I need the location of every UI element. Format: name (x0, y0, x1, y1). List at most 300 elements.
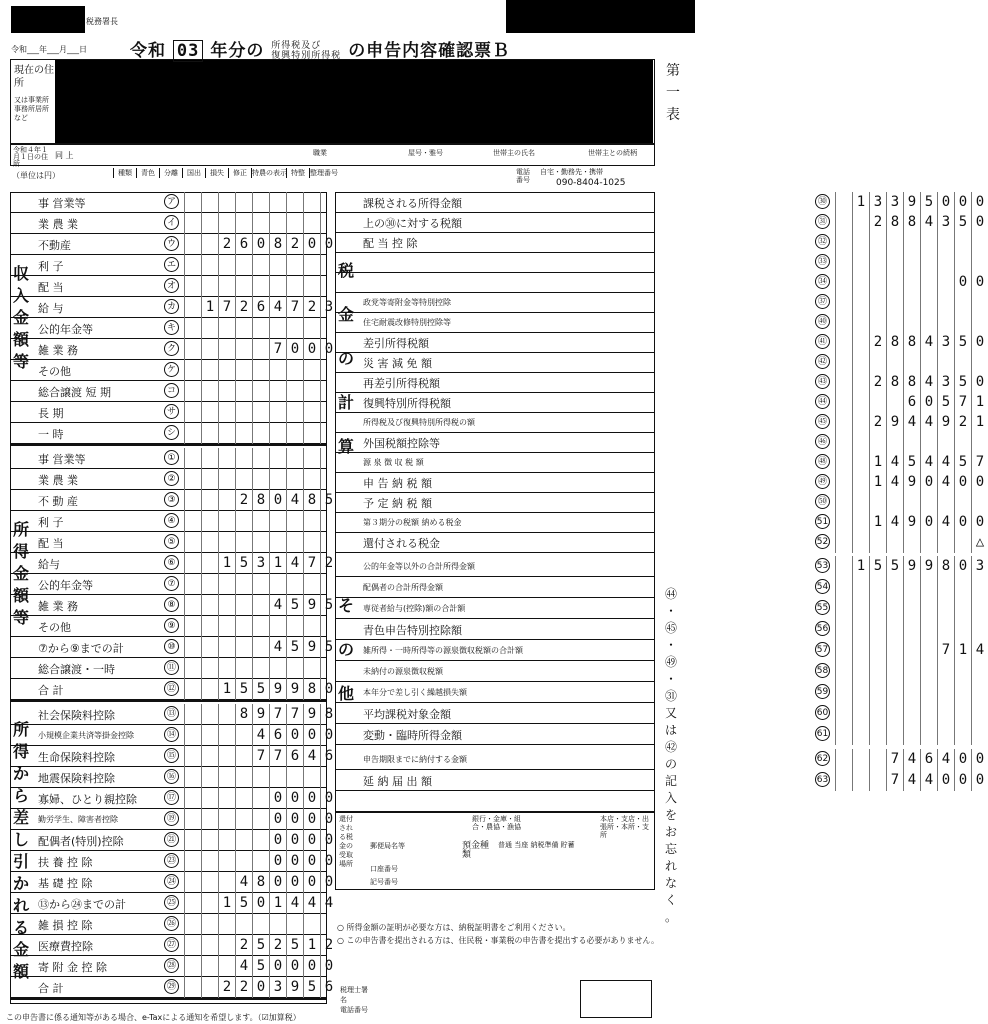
row-number: ④ (164, 513, 179, 528)
amount-field[interactable]: 2 8 8 4 3 5 0 (835, 372, 988, 393)
amount-field[interactable]: 7 7 6 4 6 (184, 746, 337, 767)
amount-field[interactable]: 7 4 4 0 0 0 (835, 770, 988, 791)
row-number: オ (164, 278, 179, 293)
amount-field[interactable] (835, 661, 988, 682)
amount-field[interactable]: 0 0 (835, 272, 988, 293)
section-label: 収 入 金 額 等 (12, 264, 29, 371)
row-number: ㉕ (164, 895, 179, 910)
deposit-types: 普通 当座 納税準備 貯蓄 (498, 841, 575, 849)
kind-header: 特農の表示 (252, 169, 287, 177)
redacted-corner (506, 0, 695, 33)
row-number: ㊹ (815, 394, 830, 409)
amount-field[interactable]: 2 8 8 4 3 5 0 (835, 332, 988, 353)
note-1: ○ 所得金額の証明が必要な方は、納税証明書をご利用ください。 (337, 923, 571, 932)
row-number: 56 (815, 621, 830, 636)
section-label: 所 得 か ら 差 し 引 か れ る 金 額 (12, 720, 29, 981)
amount-field[interactable]: 6 0 5 7 1 (835, 392, 988, 413)
row-label: 課税される所得金額 (363, 197, 462, 210)
row-label: 所得税及び復興特別所得税の額 (363, 418, 475, 427)
title-year-box: 03 (173, 40, 203, 62)
form-row (10, 511, 327, 532)
row-number: ア (164, 194, 179, 209)
row-number: ㊾ (815, 474, 830, 489)
note-2: ○ この申告書を提出される方は、住民税・事業税の申告書を提出する必要がありません。 (337, 936, 659, 945)
row-label: 変動・臨時所得金額 (363, 729, 462, 742)
form-row (10, 914, 327, 935)
side-note-char: は (664, 723, 677, 737)
form-row (335, 412, 985, 433)
amount-field[interactable] (184, 914, 337, 935)
row-number: カ (164, 299, 179, 314)
form-row (10, 402, 327, 423)
form-row (10, 423, 327, 444)
form-row (10, 192, 327, 213)
post-office-label: 郵便局名等 (370, 842, 405, 850)
row-number: 61 (815, 726, 830, 741)
row-number: ㊶ (815, 334, 830, 349)
form-row (335, 392, 985, 413)
row-number: 55 (815, 600, 830, 615)
form-row (335, 252, 827, 273)
amount-field[interactable] (184, 318, 337, 339)
row-number: ⑩ (164, 639, 179, 654)
row-number: 62 (815, 751, 830, 766)
row-label: 配 当 控 除 (363, 237, 418, 250)
row-number: ウ (164, 236, 179, 251)
form-row (335, 192, 985, 213)
row-number: 59 (815, 684, 830, 699)
row-label: 事 営業等 (38, 197, 86, 210)
form-row (335, 532, 985, 553)
row-number: ⑦ (164, 576, 179, 591)
kind-header: 分離 (159, 168, 182, 178)
row-number: ㉞ (815, 274, 830, 289)
side-note-char: ・ (664, 604, 677, 618)
form-row (10, 553, 334, 574)
phone-kinds: 自宅・勤務先・携帯 (540, 168, 603, 176)
amount-field[interactable]: 2 5 2 5 1 2 (184, 935, 337, 956)
form-row (10, 318, 327, 339)
row-label: 申告期限までに納付する金額 (363, 755, 467, 764)
row-label: 公的年金等以外の合計所得金額 (363, 562, 475, 571)
amount-field[interactable] (184, 767, 337, 788)
amount-field[interactable]: 1 3 3 9 5 0 0 0 (835, 192, 988, 213)
kind-header: 特整 (286, 168, 309, 178)
row-label: 源 泉 徴 収 税 額 (363, 458, 424, 467)
row-number: ㊿ (815, 494, 830, 509)
row-number: 54 (815, 579, 830, 594)
row-number: ⑥ (164, 555, 179, 570)
unit-label: （単位は円） (12, 171, 60, 180)
row-label: その他 (38, 621, 71, 634)
row-number: シ (164, 425, 179, 440)
form-row (10, 679, 334, 700)
row-number: ⑬ (164, 706, 179, 721)
form-row (10, 809, 334, 830)
row-label: 長 期 (38, 407, 64, 420)
amount-field[interactable] (835, 432, 988, 453)
row-label: ⑦から⑨までの計 (38, 642, 124, 655)
form-row (335, 432, 827, 453)
phone-label: 電話番号 (516, 168, 530, 184)
row-label: 社会保険料控除 (38, 709, 115, 722)
row-number: 60 (815, 705, 830, 720)
row-label: 還付される税金 (363, 537, 440, 550)
section-divider (10, 444, 327, 446)
form-row (10, 574, 327, 595)
tax-section-label: 税 金 の 計 算 (337, 261, 354, 456)
form-row (10, 658, 327, 679)
row-number: ク (164, 341, 179, 356)
form-row (10, 704, 334, 725)
amount-field[interactable] (184, 213, 337, 234)
household-relation-label: 世帯主との続柄 (588, 149, 637, 157)
prev-address-value: 同 上 (55, 151, 74, 160)
side-note-char: ㊷ (664, 740, 677, 754)
kind-header: 種類 (113, 168, 136, 178)
amount-field[interactable]: 1 4 5 4 4 5 7 (835, 452, 988, 473)
amount-field[interactable]: 4 5 9 5 (184, 595, 337, 616)
side-note-char: お (664, 825, 677, 839)
row-label: 基 礎 控 除 (38, 877, 93, 890)
amount-field[interactable] (184, 448, 337, 469)
amount-field[interactable] (184, 402, 337, 423)
row-label: 医療費控除 (38, 940, 93, 953)
form-row (335, 749, 985, 770)
form-row (335, 472, 985, 493)
amount-field[interactable]: 7 1 4 (835, 640, 988, 661)
row-label: 雑所得・一時所得等の源泉徴収税額の合計額 (363, 646, 523, 655)
amount-field[interactable]: 4 5 9 5 (184, 637, 337, 658)
form-row (335, 512, 985, 533)
row-label: 延 納 届 出 額 (363, 775, 432, 788)
row-number: ⑤ (164, 534, 179, 549)
form-row (335, 703, 829, 724)
amount-field[interactable]: 1 5 0 1 4 4 4 (184, 893, 337, 914)
stamp-box (580, 980, 652, 1018)
row-number: 52 (815, 534, 830, 549)
side-note-char: な (664, 876, 677, 890)
side-note-char: の (664, 757, 677, 771)
row-label: その他 (38, 365, 71, 378)
date-line: 令和___年___月___日 (11, 45, 87, 54)
kind-header: 国出 (182, 168, 205, 178)
kind-header: 整理番号 (310, 169, 338, 177)
row-number: ㉜ (815, 234, 830, 249)
bottom-note: この申告書に係る通知等がある場合、e-Taxによる通知を希望します。（☑加算税） (6, 1013, 301, 1022)
office-suffix: 税務署長 (86, 17, 118, 26)
form-row (335, 272, 985, 293)
deposit-label: 預金種類 (462, 841, 490, 860)
amount-field[interactable]: 7 0 0 0 (184, 339, 337, 360)
row-number: ⑲ (164, 811, 179, 826)
form-row (10, 746, 334, 767)
amount-field[interactable] (184, 469, 337, 490)
form-row (10, 616, 327, 637)
amount-field[interactable]: 2 8 0 4 8 5 (184, 490, 337, 511)
form-row (335, 452, 985, 473)
account-label: 口座番号 (370, 865, 398, 873)
row-label: 合 計 (38, 982, 64, 995)
row-label: 給 与 (38, 302, 64, 315)
amount-field[interactable] (184, 381, 337, 402)
row-number: ㉝ (815, 254, 830, 269)
tax-accountant-label: 税理士署名 (340, 986, 368, 1004)
row-number: サ (164, 404, 179, 419)
form-row (335, 312, 827, 333)
row-number: ⑰ (164, 790, 179, 805)
amount-field[interactable]: 2 8 8 4 3 5 0 (835, 212, 988, 233)
tax-accountant-tel: 電話番号 (340, 1006, 368, 1014)
row-number: 53 (815, 558, 830, 573)
amount-field[interactable]: 4 8 0 0 0 0 (184, 872, 337, 893)
row-label: 総合譲渡 短 期 (38, 386, 111, 399)
row-number: ㉗ (164, 937, 179, 952)
form-row (10, 234, 334, 255)
amount-field[interactable] (835, 619, 988, 640)
amount-field[interactable] (835, 312, 988, 333)
kind-header: 修正 (228, 168, 251, 178)
amount-field[interactable]: △ (835, 532, 988, 553)
amount-field[interactable]: 1 4 9 0 4 0 0 (835, 472, 988, 493)
row-label: 合 計 (38, 684, 64, 697)
symbol-label: 記号番号 (370, 878, 398, 886)
form-row (10, 297, 334, 318)
row-label: 雑 損 控 除 (38, 919, 93, 932)
amount-field[interactable] (835, 682, 988, 703)
row-label: 公的年金等 (38, 579, 93, 592)
amount-field[interactable]: 7 4 6 4 0 0 (835, 749, 988, 770)
amount-field[interactable] (184, 192, 337, 213)
amount-field[interactable] (184, 276, 337, 297)
row-number: ⑧ (164, 597, 179, 612)
side-note-char: を (664, 808, 677, 822)
row-number: ケ (164, 362, 179, 377)
amount-field[interactable] (835, 352, 988, 373)
row-label: 寄 附 金 控 除 (38, 961, 107, 974)
row-label: 不 動 産 (38, 495, 78, 508)
amount-field[interactable] (184, 658, 337, 679)
row-number: 63 (815, 772, 830, 787)
amount-field[interactable]: 1 5 5 9 9 8 0 (184, 679, 337, 700)
amount-field[interactable]: 1 4 9 0 4 0 0 (835, 512, 988, 533)
row-number: ㉑ (164, 832, 179, 847)
row-number: ⑨ (164, 618, 179, 633)
row-label: 申 告 納 税 額 (363, 477, 432, 490)
amount-field[interactable] (835, 232, 988, 253)
row-label: 予 定 納 税 額 (363, 497, 432, 510)
row-number: イ (164, 215, 179, 230)
form-row (10, 213, 327, 234)
side-note-char: 入 (664, 791, 677, 805)
row-label: 再差引所得税額 (363, 377, 440, 390)
form-row (10, 490, 334, 511)
refund-place-label: 還付される税金の受取場所 (339, 815, 353, 868)
amount-field[interactable] (835, 292, 988, 313)
row-label: 公的年金等 (38, 323, 93, 336)
row-number: ㉙ (164, 979, 179, 994)
row-label: 利 子 (38, 516, 64, 529)
side-note-char: 忘 (664, 842, 677, 856)
address-sublabel: 又は事業所事務所居所など (14, 96, 49, 122)
side-note-char: 又 (664, 706, 677, 720)
form-row (10, 851, 334, 872)
row-label: 配 当 (38, 537, 64, 550)
side-note-char: ㉛ (664, 689, 677, 703)
amount-field[interactable] (835, 577, 988, 598)
row-number: ㊻ (815, 434, 830, 449)
amount-field[interactable] (835, 724, 988, 745)
row-label: 第３期分の税額 納める税金 (363, 518, 462, 527)
row-number: ㊷ (815, 354, 830, 369)
row-label: 災 害 減 免 額 (363, 357, 432, 370)
form-row (10, 767, 327, 788)
side-note-char: ㊹ (664, 587, 677, 601)
form-row (10, 448, 327, 469)
form-row (10, 381, 327, 402)
row-label: 生命保険料控除 (38, 751, 115, 764)
form-row (335, 352, 827, 373)
row-label: 業 農 業 (38, 474, 78, 487)
side-note-char: ㊺ (664, 621, 677, 635)
row-number: ⑭ (164, 727, 179, 742)
row-number: コ (164, 383, 179, 398)
row-number: エ (164, 257, 179, 272)
prev-address-box (10, 144, 655, 166)
row-label: 扶 養 控 除 (38, 856, 93, 869)
amount-field[interactable]: 0 0 0 0 (184, 788, 337, 809)
row-number: ㊽ (815, 454, 830, 469)
kind-header: 青色 (136, 168, 159, 178)
amount-field[interactable]: 2 6 0 8 2 0 0 (184, 234, 337, 255)
row-number: ⑯ (164, 769, 179, 784)
row-number: ㊸ (815, 374, 830, 389)
amount-field[interactable]: 8 9 7 7 9 8 (184, 704, 337, 725)
row-number: ㉛ (815, 214, 830, 229)
side-note-char: く (664, 893, 677, 907)
amount-field[interactable] (184, 423, 337, 444)
bank-kinds: 銀行・金庫・組合・農協・漁協 (472, 815, 521, 831)
form-row (335, 232, 827, 253)
branch-kinds: 本店・支店・出張所・本所・支所 (600, 815, 649, 839)
section-divider (10, 700, 327, 702)
row-label: 不動産 (38, 239, 71, 252)
form-row (335, 292, 827, 313)
row-number: ㉘ (164, 958, 179, 973)
row-number: ㊺ (815, 414, 830, 429)
row-label: 一 時 (38, 428, 64, 441)
row-label: 事 営業等 (38, 453, 86, 466)
amount-field[interactable]: 1 5 3 1 4 7 2 (184, 553, 337, 574)
other-section-label: そ の 他 (337, 596, 354, 703)
household-head-label: 世帯主の氏名 (493, 149, 535, 157)
row-number: ⑫ (164, 681, 179, 696)
form-row (10, 469, 327, 490)
occupation-label: 職業 (313, 149, 327, 157)
row-number: ㉓ (164, 853, 179, 868)
row-label: 配偶者(特別)控除 (38, 835, 124, 848)
row-number: ② (164, 471, 179, 486)
amount-field[interactable]: 0 0 0 0 (184, 830, 337, 851)
form-row (335, 556, 985, 577)
page-title: 令和 03 年分の 所得税及び 復興特別所得税 の申告内容確認票Ｂ (130, 41, 511, 61)
row-number: 57 (815, 642, 830, 657)
row-label: 雑 業 務 (38, 344, 78, 357)
row-label: 差引所得税額 (363, 337, 429, 350)
form-row (10, 977, 334, 998)
form-row (10, 830, 334, 851)
amount-field[interactable] (835, 703, 988, 724)
amount-field[interactable] (835, 252, 988, 273)
row-label: 業 農 業 (38, 218, 78, 231)
amount-field[interactable]: 2 9 4 4 9 2 1 (835, 412, 988, 433)
amount-field[interactable]: 0 0 0 0 (184, 851, 337, 872)
row-label: 寡婦、ひとり親控除 (38, 793, 137, 806)
side-note-char: ・ (664, 638, 677, 652)
amount-field[interactable]: 1 7 2 6 4 7 2 3 (184, 297, 337, 318)
row-label: 外国税額控除等 (363, 437, 440, 450)
address-label: 現在の住所 (14, 65, 54, 89)
prev-address-label: 令和４年１月１日の住所 (13, 146, 48, 168)
form-row (335, 640, 985, 661)
kind-headers (113, 168, 338, 178)
amount-field[interactable] (835, 492, 988, 513)
row-label: 上の㉚に対する税額 (363, 217, 462, 230)
side-note-char: 記 (664, 774, 677, 788)
amount-field[interactable] (835, 598, 988, 619)
row-number: ㊲ (815, 294, 830, 309)
row-label: 青色申告特別控除額 (363, 624, 462, 637)
row-label: ⑬から㉔までの計 (38, 898, 126, 911)
amount-field[interactable] (184, 532, 337, 553)
row-number: 51 (815, 514, 830, 529)
address-box (10, 59, 655, 144)
row-label: 政党等寄附金等特別控除 (363, 298, 451, 307)
redacted-office (11, 6, 85, 33)
row-label: 利 子 (38, 260, 64, 273)
amount-field[interactable]: 0 0 0 0 (184, 809, 337, 830)
form-row (10, 255, 327, 276)
form-row (10, 532, 327, 553)
row-number: ㉚ (815, 194, 830, 209)
amount-field[interactable]: 2 2 0 3 9 5 6 (184, 977, 337, 998)
row-label: 本年分で差し引く繰越損失額 (363, 688, 467, 697)
form-row (10, 956, 334, 977)
form-row (10, 339, 334, 360)
amount-field[interactable] (184, 616, 337, 637)
kind-header: 損失 (205, 168, 228, 178)
form-row (10, 872, 334, 893)
amount-field[interactable] (184, 574, 337, 595)
row-label: 地震保険料控除 (38, 772, 115, 785)
form-row (335, 372, 985, 393)
form-row (335, 212, 985, 233)
amount-field[interactable] (184, 511, 337, 532)
amount-field[interactable]: 1 5 5 9 9 8 0 3 (835, 556, 988, 577)
row-number: ㊵ (815, 314, 830, 329)
side-note-char: ㊾ (664, 655, 677, 669)
amount-field[interactable] (184, 255, 337, 276)
form-row (335, 770, 985, 791)
row-number: キ (164, 320, 179, 335)
row-number: ⑪ (164, 660, 179, 675)
amount-field[interactable]: 4 5 0 0 0 0 (184, 956, 337, 977)
section-divider (10, 998, 327, 1000)
amount-field[interactable]: 4 6 0 0 0 (184, 725, 337, 746)
sheet-label: 第一表 (666, 63, 680, 123)
amount-field[interactable] (184, 360, 337, 381)
row-label: 平均課税対象金額 (363, 708, 451, 721)
